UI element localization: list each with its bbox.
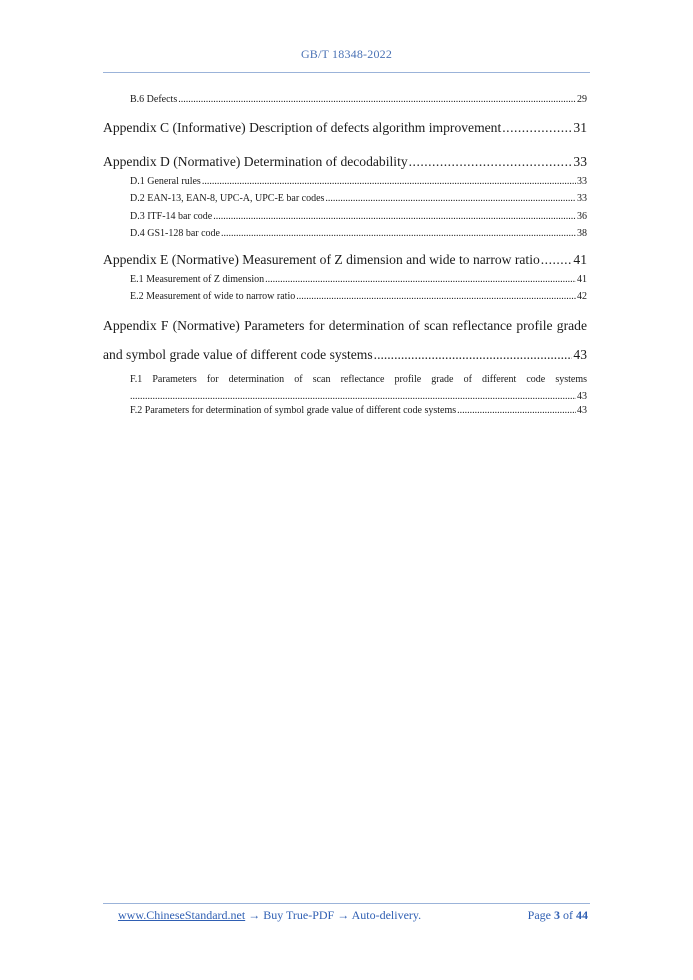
page-number: 3	[554, 908, 560, 922]
toc-leader-dots	[178, 94, 576, 105]
toc-entry-page: 41	[573, 251, 587, 267]
toc-entry-appendix-f[interactable]	[103, 311, 587, 369]
toc-entry-b6[interactable]	[103, 94, 587, 112]
toc-entry-appendix-c[interactable]	[103, 116, 587, 140]
toc-leader-dots	[374, 340, 573, 369]
toc-leader-dots	[457, 405, 576, 416]
toc-leader-dots	[541, 248, 573, 272]
toc-entry-title-line2: and symbol grade value of different code systems	[103, 346, 373, 362]
toc-leader-dots	[221, 228, 576, 239]
toc-entry-e1[interactable]	[103, 274, 587, 292]
toc-entry-page: 43	[577, 404, 587, 416]
table-of-contents	[103, 94, 587, 422]
toc-entry-title-line1: F.1 Parameters for determination of scan reflectance profile grade of different code systems	[130, 373, 587, 385]
toc-entry-title: D.2 EAN-13, EAN-8, UPC-A, UPC-E bar codes	[130, 193, 325, 204]
toc-leader-dots	[130, 388, 576, 405]
toc-entry-f1[interactable]	[103, 371, 587, 405]
toc-entry-title: E.2 Measurement of wide to narrow ratio	[130, 291, 296, 302]
toc-entry-page: 43	[577, 390, 587, 402]
toc-entry-title: Appendix E (Normative) Measurement of Z dimension and wide to narrow ratio	[103, 251, 540, 267]
auto-delivery-text: Auto-delivery.	[351, 908, 422, 922]
toc-entry-title: F.2 Parameters for determination of symbol grade value of different code systems	[130, 404, 457, 416]
toc-entry-title: Appendix D (Normative) Determination of decodability	[103, 153, 408, 169]
header-divider	[103, 72, 590, 73]
toc-entry-f2[interactable]	[103, 405, 587, 423]
toc-entry-title: B.6 Defects	[130, 94, 178, 105]
page-counter	[528, 908, 588, 923]
toc-entry-d2[interactable]	[103, 193, 587, 211]
site-link[interactable]: www.ChineseStandard.net	[118, 908, 246, 922]
toc-entry-title: Appendix C (Informative) Description of defects algorithm improvement	[103, 119, 502, 135]
toc-entry-appendix-d[interactable]	[103, 150, 587, 174]
toc-leader-dots	[213, 211, 576, 222]
toc-entry-title: E.1 Measurement of Z dimension	[130, 273, 265, 285]
toc-leader-dots	[325, 193, 576, 204]
page-footer	[118, 908, 588, 923]
toc-entry-appendix-e[interactable]	[103, 248, 587, 272]
document-id-header: GB/T 18348-2022	[300, 47, 393, 61]
toc-entry-page: 42	[577, 291, 587, 302]
footer-promo	[118, 908, 421, 923]
toc-entry-d4[interactable]	[103, 228, 587, 246]
toc-entry-page: 31	[573, 119, 587, 135]
toc-entry-title: D.1 General rules	[130, 175, 201, 187]
page-label: Page	[527, 908, 551, 922]
arrow-right-icon: →	[248, 908, 261, 922]
toc-entry-page: 29	[577, 94, 587, 105]
toc-entry-title-line1: Appendix F (Normative) Parameters for determination of scan reflectance profile grade	[103, 317, 587, 333]
toc-leader-dots	[202, 176, 576, 187]
arrow-right-icon: →	[337, 908, 350, 922]
toc-entry-page: 33	[577, 175, 587, 187]
toc-entry-page: 33	[577, 193, 587, 204]
toc-leader-dots	[502, 116, 572, 140]
toc-entry-page: 38	[577, 228, 587, 239]
footer-divider	[103, 903, 590, 904]
toc-entry-page: 41	[577, 273, 587, 285]
buy-pdf-link[interactable]: Buy True-PDF	[263, 908, 335, 922]
toc-entry-title: D.4 GS1-128 bar code	[130, 228, 220, 239]
toc-entry-page: 36	[577, 210, 587, 222]
of-label: of	[563, 908, 573, 922]
toc-entry-e2[interactable]	[103, 291, 587, 309]
toc-entry-page: 33	[573, 153, 587, 169]
toc-entry-title: D.3 ITF-14 bar code	[130, 210, 213, 222]
toc-leader-dots	[265, 274, 576, 285]
toc-entry-d3[interactable]	[103, 211, 587, 229]
toc-leader-dots	[409, 150, 573, 174]
toc-entry-page: 43	[573, 346, 587, 362]
toc-entry-d1[interactable]	[103, 176, 587, 194]
page-total: 44	[576, 908, 588, 922]
toc-leader-dots	[296, 291, 576, 302]
